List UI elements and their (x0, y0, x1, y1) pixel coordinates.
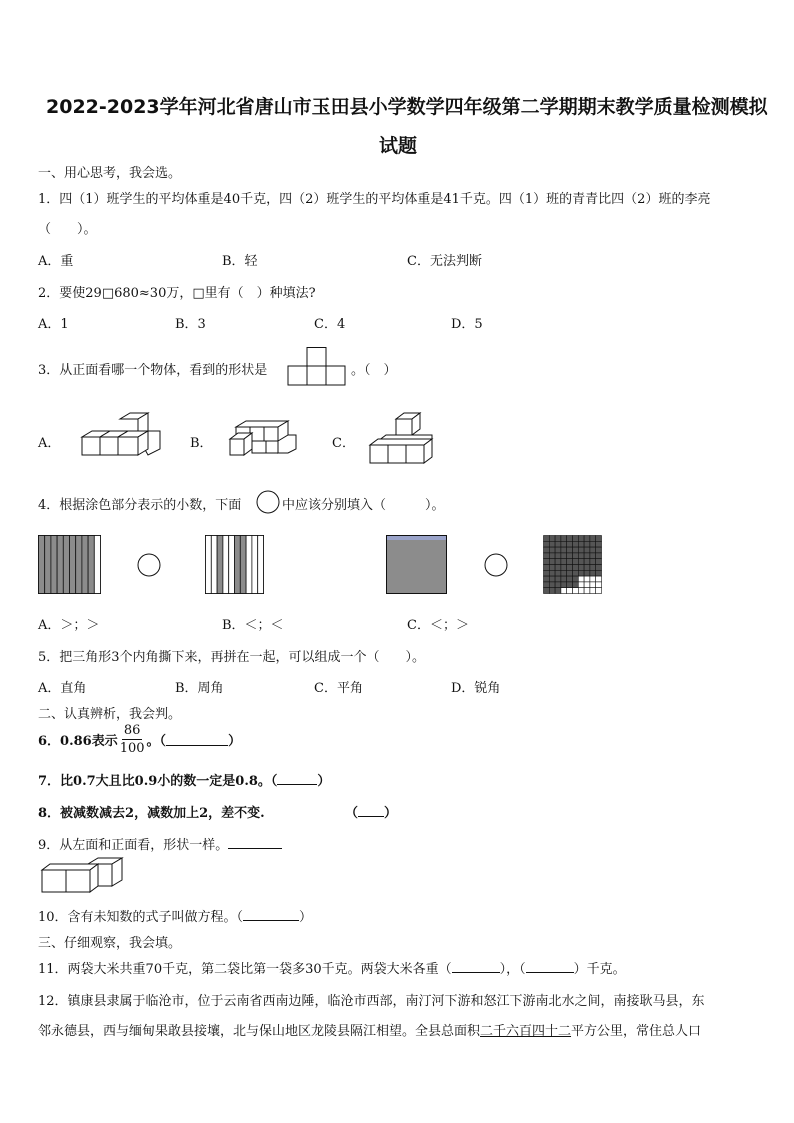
q3-text-after: 。（ ） (351, 363, 397, 378)
hundredth-cell (578, 570, 584, 576)
hundredth-cell (590, 541, 596, 547)
q6-denominator: 100 (119, 741, 145, 756)
hundredth-cell (549, 576, 555, 582)
hundredth-cell (555, 553, 561, 559)
tenth-strip (217, 536, 223, 594)
hundredth-cell (567, 576, 573, 582)
q2-option-d[interactable]: D．5 (451, 317, 483, 332)
tenth-strip (57, 536, 63, 594)
q2-text: 2．要使29□680≈30万，□里有（ ）种填法? (38, 286, 316, 301)
tenth-strip (82, 536, 88, 594)
tenth-strip (76, 536, 82, 594)
hundredth-cell (561, 553, 567, 559)
q6-answer-blank[interactable] (166, 733, 228, 746)
section-1-heading: 一、用心思考，我会选。 (38, 166, 182, 181)
q11-text-2: ），（ (499, 962, 526, 977)
tenth-strip (51, 536, 57, 594)
tenth-strip (246, 536, 252, 594)
hundredth-cell (567, 541, 573, 547)
q9-cube-figure (40, 856, 126, 896)
q2-option-a[interactable]: A．1 (38, 317, 69, 332)
hundredth-cell (561, 588, 567, 594)
hundredth-cell (555, 582, 561, 588)
q10-line (38, 906, 312, 925)
hundredth-cell (561, 576, 567, 582)
hundredth-cell (544, 559, 550, 565)
hundredth-cell (549, 582, 555, 588)
q8-answer (345, 802, 397, 821)
hundredth-cell (555, 547, 561, 553)
q7-text: 7．比0.7大且比0.9小的数一定是0.8。（ (38, 774, 278, 789)
q5-option-d[interactable]: D．锐角 (451, 681, 501, 696)
hundredth-cell (567, 553, 573, 559)
hundredth-cell (596, 536, 602, 542)
hundredth-cell (555, 588, 561, 594)
hundredth-cell (573, 559, 579, 565)
q5-option-c[interactable]: C．平角 (314, 681, 363, 696)
tenth-strip (88, 536, 94, 594)
tenth-strip (94, 536, 100, 594)
hundredth-cell (561, 547, 567, 553)
hundredth-cell (584, 547, 590, 553)
q3-option-b[interactable]: B． (190, 436, 213, 451)
q4-figure-1-tenths (38, 535, 102, 595)
section-3-heading: 三、仔细观察，我会填。 (38, 936, 182, 951)
hundredth-cell (544, 553, 550, 559)
hundredth-cell (549, 553, 555, 559)
hundredth-cell (578, 588, 584, 594)
hundredth-cell (584, 570, 590, 576)
tenth-strip (252, 536, 258, 594)
q3-option-a-figure (80, 409, 162, 459)
hundredth-cell (596, 576, 602, 582)
hundredth-cell (549, 588, 555, 594)
hundredth-cell (549, 547, 555, 553)
tenth-strip (39, 536, 45, 594)
section-2-heading: 二、认真辨析，我会判。 (38, 707, 182, 722)
q4-text-before: 4．根据涂色部分表示的小数，下面 (38, 498, 242, 513)
q4-option-c[interactable]: C．＜；＞ (407, 618, 469, 633)
hundredth-cell (561, 582, 567, 588)
q4-compare-circle-2[interactable] (484, 553, 508, 577)
q11-answer-blank-2[interactable] (526, 960, 574, 973)
tenth-strip (70, 536, 76, 594)
hundredth-cell (573, 588, 579, 594)
hundredth-cell (584, 582, 590, 588)
q12-area-underlined: 二千六百四十二 (480, 1024, 572, 1039)
hundredth-cell (573, 570, 579, 576)
q7-answer-blank[interactable] (277, 772, 317, 785)
hundredth-cell (584, 565, 590, 571)
hundredth-cell (555, 576, 561, 582)
hundredth-cell (573, 582, 579, 588)
hundredth-cell (596, 541, 602, 547)
hundredth-cell (578, 576, 584, 582)
tenth-strip (229, 536, 235, 594)
hundredth-cell (561, 565, 567, 571)
hundredth-cell (573, 547, 579, 553)
hundredth-cell (555, 570, 561, 576)
tenth-strip (211, 536, 217, 594)
hundredth-cell (573, 576, 579, 582)
q6-numerator: 86 (123, 723, 141, 738)
q4-text-after: 中应该分别填入（ ）。 (282, 498, 445, 513)
hundredth-cell (544, 536, 550, 542)
q12-line2-a: 邻永德县，西与缅甸果敢县接壤，北与保山地区龙陵县隔江相望。全县总面积 (38, 1024, 481, 1039)
hundredth-cell (544, 541, 550, 547)
hundredth-cell (573, 536, 579, 542)
q6-close: ） (228, 734, 242, 749)
q6-text-after: 。（ (146, 734, 167, 749)
hundredth-cell (578, 536, 584, 542)
hundredth-cell (555, 536, 561, 542)
hundredth-cell (549, 536, 555, 542)
hundredth-cell (578, 565, 584, 571)
hundredth-cell (584, 541, 590, 547)
hundredth-cell (584, 588, 590, 594)
hundredth-cell (567, 559, 573, 565)
hundredth-cell (567, 565, 573, 571)
q5-text: 5．把三角形3个内角撕下来，再拼在一起，可以组成一个（ ）。 (38, 650, 426, 665)
hundredth-cell (584, 536, 590, 542)
tenth-strip (63, 536, 69, 594)
hundredth-cell (596, 588, 602, 594)
hundredth-cell (578, 553, 584, 559)
hundredth-cell (590, 559, 596, 565)
hundredth-cell (561, 536, 567, 542)
hundredth-cell (555, 565, 561, 571)
q4-figure-4-hundredths (543, 535, 605, 595)
hundredth-cell (567, 588, 573, 594)
tenth-strip (235, 536, 241, 594)
hundredth-cell (596, 582, 602, 588)
hundredth-cell (590, 536, 596, 542)
hundredth-cell (596, 559, 602, 565)
hundredth-cell (590, 588, 596, 594)
hundredth-cell (567, 547, 573, 553)
hundredth-cell (544, 570, 550, 576)
q4-option-a[interactable]: A．＞；＞ (38, 618, 100, 633)
tenth-strip (258, 536, 264, 594)
q10-close: ） (299, 910, 313, 925)
hundredth-cell (596, 553, 602, 559)
q3-option-a[interactable]: A． (38, 436, 61, 451)
hundredth-cell (596, 570, 602, 576)
q12-line2 (38, 1020, 701, 1039)
q3-text-before: 3．从正面看哪一个物体，看到的形状是 (38, 363, 268, 378)
tenth-strip (45, 536, 51, 594)
hundredth-cell (567, 582, 573, 588)
q8-answer-blank[interactable] (358, 804, 384, 817)
hundredth-cell (584, 576, 590, 582)
hundredth-cell (549, 559, 555, 565)
q11-text-1: 11．两袋大米共重70千克，第二袋比第一袋多30千克。两袋大米各重（ (38, 962, 452, 977)
q9-line (38, 834, 282, 853)
hundredth-cell (544, 547, 550, 553)
q9-text: 9．从左面和正面看，形状一样。 (38, 838, 229, 853)
q4-inline-circle (256, 490, 280, 514)
tenth-strip (206, 536, 212, 594)
hundredth-cell (561, 541, 567, 547)
q11-text-3: ）千克。 (573, 962, 626, 977)
q1-option-b[interactable]: B．轻 (222, 254, 258, 269)
q9-answer-blank[interactable] (228, 836, 282, 849)
hundredth-cell (578, 541, 584, 547)
tenth-strip (223, 536, 229, 594)
hundredth-cell (561, 559, 567, 565)
hundredth-cell (549, 570, 555, 576)
hundredth-cell (544, 576, 550, 582)
q6-line (38, 722, 241, 757)
hundredth-cell (584, 553, 590, 559)
q6-text-before: 6．0.86表示 (38, 734, 118, 749)
hundredth-cell (573, 541, 579, 547)
q10-answer-blank[interactable] (243, 908, 299, 921)
q2-option-b[interactable]: B．3 (175, 317, 206, 332)
hundredth-cell (573, 565, 579, 571)
hundredth-cell (584, 559, 590, 565)
q12-line2-b: 平方公里，常住总人口 (571, 1024, 702, 1039)
q5-option-b[interactable]: B．周角 (175, 681, 224, 696)
q11-line (38, 958, 626, 977)
q4-figure-2-tenths (205, 535, 267, 595)
hundredth-cell (573, 553, 579, 559)
q3-option-c[interactable]: C． (332, 436, 355, 451)
q5-option-a[interactable]: A．直角 (38, 681, 87, 696)
hundredth-cell (578, 559, 584, 565)
hundredth-cell (549, 565, 555, 571)
hundredth-cell (596, 565, 602, 571)
hundredth-cell (555, 559, 561, 565)
q8-open: （ (345, 806, 359, 821)
q12-line1: 12．镇康县隶属于临沧市，位于云南省西南边陲，临沧市西部，南汀河下游和怒江下游南北水之间，南接耿马县，东 (38, 994, 705, 1009)
document-title-line2: 试题 (379, 135, 418, 157)
q10-text: 10．含有未知数的式子叫做方程。（ (38, 910, 244, 925)
hundredth-cell (590, 576, 596, 582)
hundredth-cell (544, 588, 550, 594)
q3-front-view-shape (287, 347, 347, 387)
q1-option-a[interactable]: A．重 (38, 254, 74, 269)
q7-line (38, 770, 330, 789)
hundredth-cell (590, 565, 596, 571)
q3-option-c-figure (368, 411, 436, 467)
hundredth-cell (590, 547, 596, 553)
q7-close: ） (317, 774, 331, 789)
q11-answer-blank-1[interactable] (452, 960, 500, 973)
q4-compare-circle-1[interactable] (137, 553, 161, 577)
hundredth-cell (544, 582, 550, 588)
hundredth-cell (578, 547, 584, 553)
q8-close: ） (384, 806, 398, 821)
q4-figure-3-whole (386, 535, 448, 595)
q8-text: 8．被减数减去2，减数加上2，差不变. (38, 806, 265, 821)
tenth-strip (240, 536, 246, 594)
q1-text-line1: 1．四（1）班学生的平均体重是40千克，四（2）班学生的平均体重是41千克。四（1）班的青青比四（2）班的李亮 (38, 192, 711, 207)
hundredth-cell (590, 570, 596, 576)
q4-option-b[interactable]: B．＜；＜ (222, 618, 284, 633)
q2-option-c[interactable]: C．4 (314, 317, 346, 332)
q1-text-line2: （ ）。 (38, 222, 97, 237)
q6-fraction (120, 722, 145, 757)
hundredth-cell (578, 582, 584, 588)
hundredth-cell (596, 547, 602, 553)
hundredth-cell (544, 565, 550, 571)
hundredth-cell (549, 541, 555, 547)
q3-option-b-figure (230, 419, 298, 463)
hundredth-cell (561, 570, 567, 576)
hundredth-cell (555, 541, 561, 547)
document-title-line1: 2022-2023学年河北省唐山市玉田县小学数学四年级第二学期期末教学质量检测模拟 (46, 96, 768, 118)
hundredth-cell (590, 553, 596, 559)
hundredth-cell (590, 582, 596, 588)
hundredth-cell (567, 570, 573, 576)
q1-option-c[interactable]: C．无法判断 (407, 254, 482, 269)
hundredth-cell (567, 536, 573, 542)
